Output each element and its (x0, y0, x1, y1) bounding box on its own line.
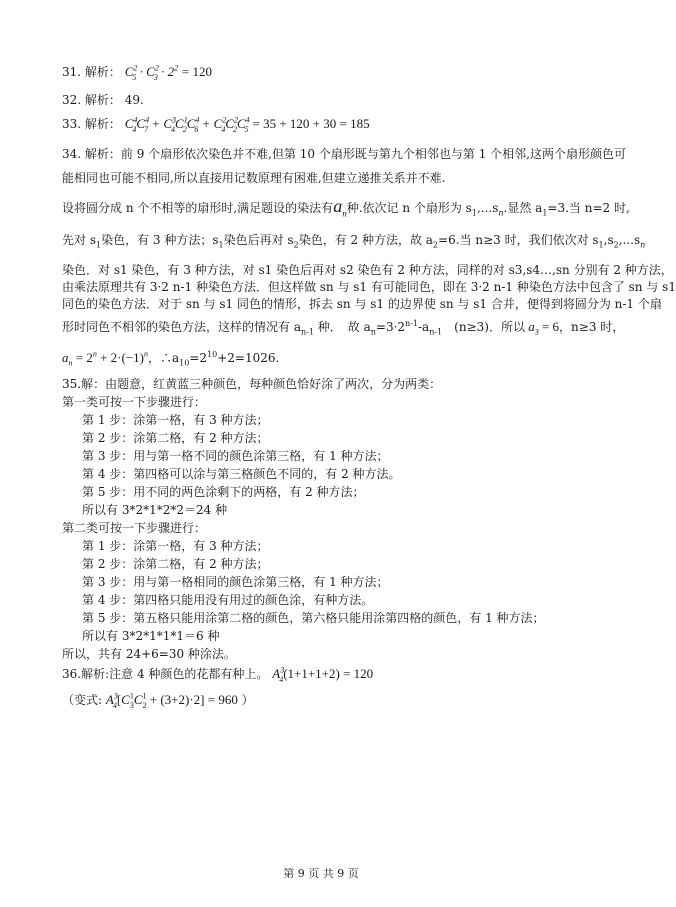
q35-class1-step: 第 3 步：用与第一格不同的颜色涂第三格，有 1 种方法； (82, 449, 389, 463)
q34-line5: 染色．对 s1 染色，有 3 种方法，对 s1 染色后再对 s2 染色有 2 种方法，同样的对 s3,s4…,sn 分别有 2 种方法， (62, 263, 673, 277)
q32-answer: 49. (124, 93, 144, 107)
q35-class1-step: 第 2 步：涂第二格，有 2 种方法； (82, 431, 269, 445)
q34-line9-a: ，∴a (148, 351, 180, 365)
q34-line8-g: ，n≥3 时， (559, 320, 625, 334)
q34-line8-d: -a (417, 320, 430, 334)
q34-line3-a: 设将圆分成 n 个不相等的扇形时,满足题设的染法有 (62, 201, 334, 215)
q31-result: = 120 (181, 64, 212, 79)
q32-line (62, 92, 144, 108)
q35-class2-title: 第二类可按一下步骤进行： (62, 521, 207, 535)
q35-class2-step: 第 5 步：第五格只能用涂第二格的颜色，第六格只能用涂第四格的颜色，有 1 种方法； (82, 611, 545, 625)
q34-line9-c: +2=1026. (217, 351, 280, 365)
q35-class2-step: 第 2 步：涂第二格，有 2 种方法； (82, 557, 269, 571)
q35-intro: 35.解：由题意，红黄蓝三种颜色，每种颜色恰好涂了两次，分为两类： (62, 377, 442, 391)
q36-variant (62, 692, 254, 708)
q36-variant-body: $[C^1_3C^1_2 + (3+2)\cdot 2] = 960$ (116, 691, 238, 710)
q36-variant-label: （变式: (62, 693, 103, 707)
q34-line1: 34. 解析：前 9 个扇形依次染色并不难,但第 10 个扇形既与第九个相邻也与第 1 个相邻,这两个扇形颜色可 (62, 147, 626, 161)
q31-formula: $C^2_5 \cdot C^2_3 \cdot 2^2$ (124, 63, 179, 82)
q35-class2-step: 第 4 步：第四格只能用没有用过的颜色涂，有种方法。 (82, 593, 374, 607)
q33-result: = 35 + 120 + 30 = 185 (252, 116, 370, 131)
q31-line (62, 64, 212, 80)
q35-class1-total: 所以有 3*2*1*2*2＝24 种 (82, 503, 228, 517)
q35-class1-step: 第 4 步：第四格可以涂与第三格颜色不同的，有 2 种方法。 (82, 467, 401, 481)
q34-line4-c: 染色后再对 s (223, 233, 294, 247)
q34-line4-d: 染色，有 2 种方法，故 a (298, 233, 433, 247)
q34-line3-c: 显然 a (507, 201, 543, 215)
a3-symbol: $a_3$ (524, 319, 539, 337)
q36-variant-formula: $A^3_4$ (105, 691, 118, 710)
q34-line3-d: =3.当 n=2 时, (547, 201, 630, 215)
an-symbol: $a_n$ (333, 196, 347, 219)
q34-line8-b: 种． 故 a (313, 320, 371, 334)
q35-class1-step: 第 5 步：用不同的两色涂剩下的两格，有 2 种方法； (82, 485, 365, 499)
q34-line3-b: 种.依次记 n 个扇形为 s (346, 201, 472, 215)
q34-line3: 设将圆分成 n 个不相等的扇形时,满足题设的染法有$a_n$种.依次记 n 个扇形为 $s_1,...s_n$.显然 $a_1=3$.当 n=2 时, (62, 196, 630, 219)
q34-line9-b: =2 (189, 351, 208, 365)
q35-class1-step: 第 1 步：涂第一格，有 3 种方法； (82, 413, 269, 427)
q34-line8-e: (n≥3)．所以 (442, 320, 525, 334)
q34-line9: $a_n = 2^n + 2\cdot(-1)^n$，$\therefore a_{10}=2^{10}+2=1026$. (62, 349, 280, 368)
q34-line7: 同色的染色方法．对于 sn 与 s1 同色的情形，拆去 sn 与 s1 的边界使 sn 与 s1 合并，便得到将圆分为 n-1 个扇 (62, 297, 662, 311)
q36-variant-end: ） (241, 693, 254, 707)
q35-class1-title: 第一类可按一下步骤进行： (62, 395, 207, 409)
q34-line8: 形时同色不相邻的染色方法，这样的情况有 $a_{n-1}$ 种． 故 $a_n=3\cdot 2^{n-1}-a_{n-1}$ (n≥3)．所以 $a_3 = 6$，n≥3 时， (62, 319, 625, 337)
q32-label: 32. 解析： (62, 93, 121, 107)
page-footer: 第 9 页 共 9 页 (283, 867, 359, 880)
q31-label: 31. 解析： (62, 65, 121, 79)
q34-line8-a: 形时同色不相邻的染色方法，这样的情况有 a (62, 320, 301, 334)
an-formula: $a_n$ (62, 350, 73, 368)
q33-label: 33. 解析： (62, 117, 121, 131)
q34-line4: 先对 $s_1$染色，有 3 种方法；$s_1$染色后再对 $s_2$染色，有 2 种方法，故 $a_2=6$.当 n≥3 时，我们依次对 $s_1,s_2,...s_n$ (62, 233, 646, 250)
q34-line4-a: 先对 s (62, 233, 96, 247)
q34-line6: 由乘法原理共有 3·2 n-1 种染色方法．但这样做 sn 与 s1 有可能同色，即在 3·2 n-1 种染色方法中包含了 sn 与 s1 (62, 280, 676, 294)
q35-class2-step: 第 3 步：用与第一格相同的颜色涂第三格，有 1 种方法； (82, 575, 389, 589)
q35-class2-step: 第 1 步：涂第一格，有 3 种方法； (82, 539, 269, 553)
q33-line (62, 116, 370, 132)
q35-conclusion: 所以，共有 24+6=30 种涂法。 (62, 647, 236, 661)
q36-formula: $A^3_4$ (272, 665, 285, 684)
q33-formula: $C^4_4C^4_7 + C^3_4C^1_2C^4_6 + C^2_4C^2_2C^4_5$ (124, 115, 250, 134)
q36-formula-body: (1+1+1+2) = 120 (283, 666, 374, 681)
q36-label: 36.解析:注意 4 种颜色的花都有种上。 (62, 667, 269, 681)
q34-line8-c: =3·2 (375, 320, 406, 334)
q36-line (62, 666, 373, 682)
q34-line4-e: =6.当 n≥3 时，我们依次对 s (438, 233, 599, 247)
q35-class2-total: 所以有 3*2*1*1*1＝6 种 (82, 629, 220, 643)
q34-line4-b: 染色，有 3 种方法；s (101, 233, 219, 247)
an-formula-body: = $2^n + 2\cdot(-1)^n$ (72, 349, 148, 365)
q34-line8-f: = 6 (541, 319, 560, 334)
q34-line2: 能相同也可能不相同,所以直接用记数原理有困难,但建立递推关系并不难. (62, 171, 446, 185)
